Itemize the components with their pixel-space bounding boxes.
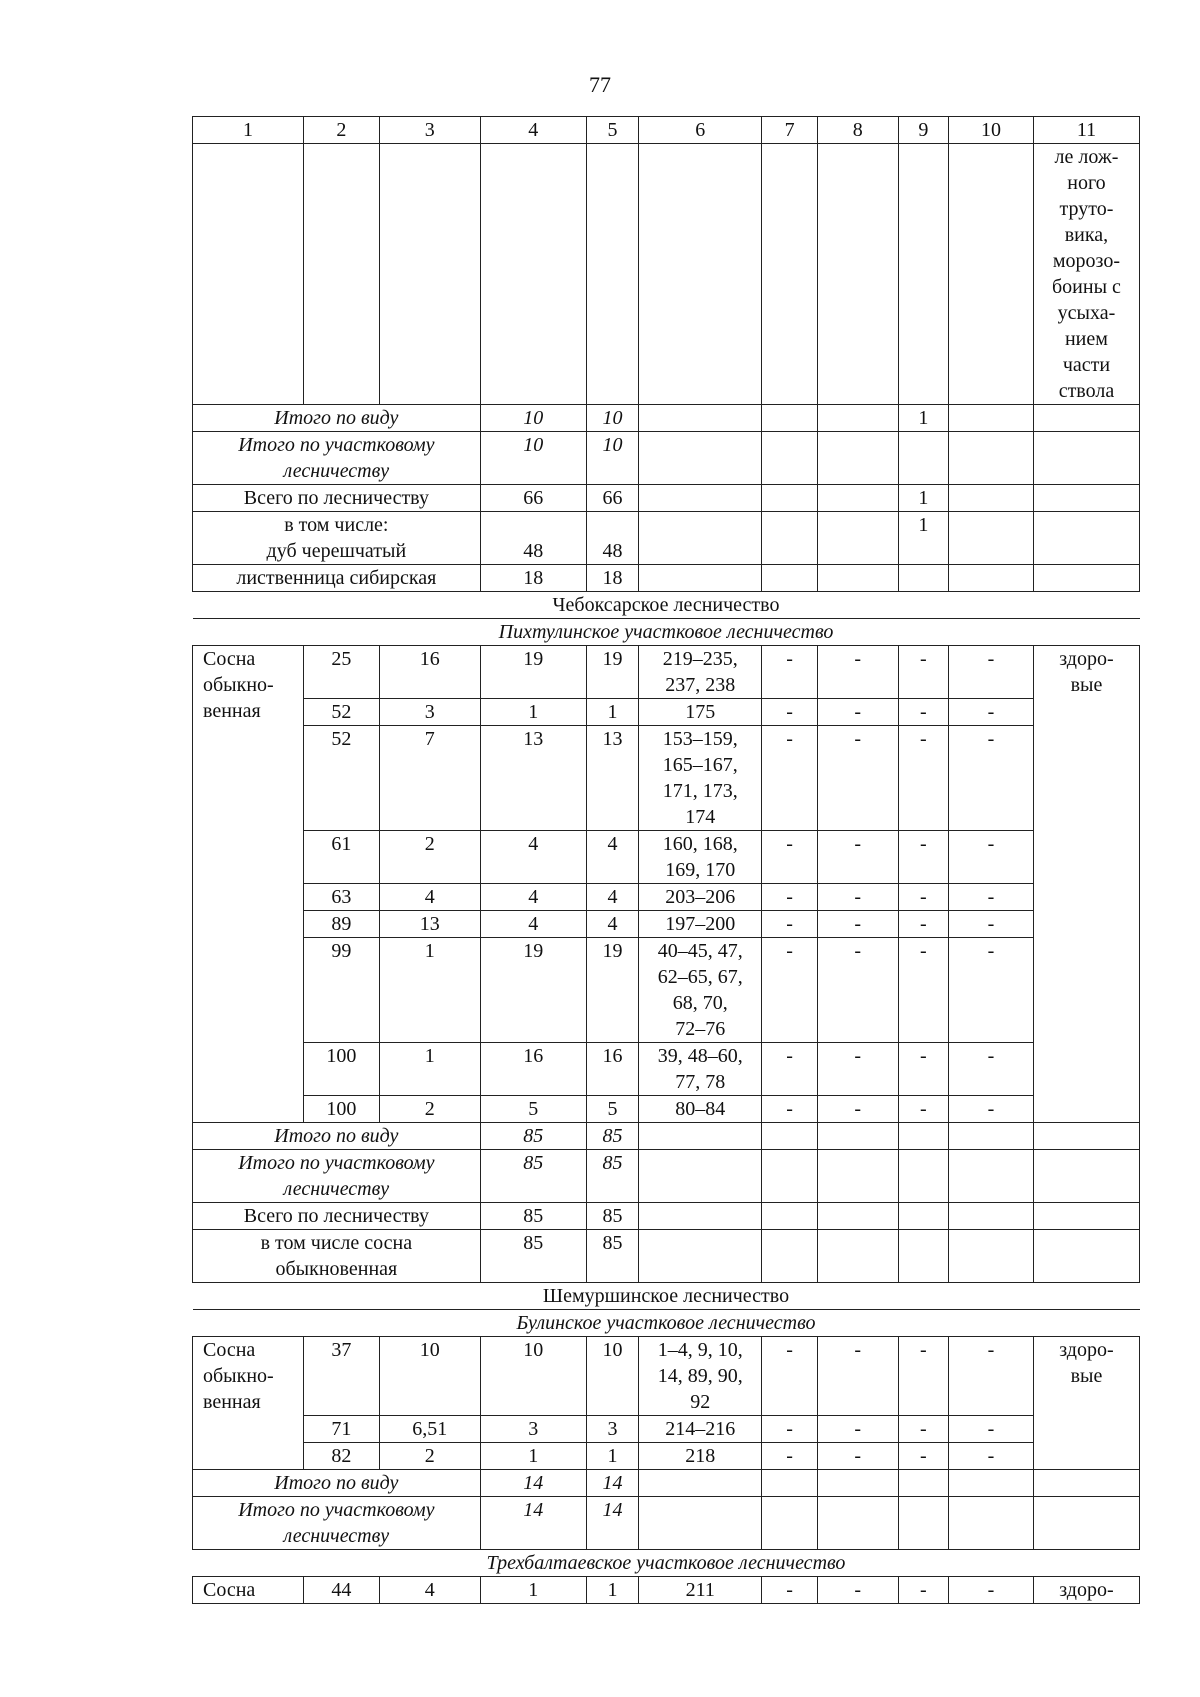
table-row: Сосна обыкно- венная 37 10 10 10 1–4, 9, 10, 14, 89, 90, 92 - - - - здоро- вые bbox=[193, 1337, 1140, 1416]
column-header: 11 bbox=[1033, 117, 1139, 144]
species-cell: Сосна bbox=[193, 1577, 304, 1604]
total-row: Итого по виду 85 85 bbox=[193, 1123, 1140, 1150]
total-row: в том числе: дуб черешчатый 48 48 1 bbox=[193, 512, 1140, 565]
table-row: 99 1 19 19 40–45, 47, 62–65, 67, 68, 70, 72–76 - - - - bbox=[193, 938, 1140, 1043]
table-row: 71 6,51 3 3 214–216 - - - - bbox=[193, 1416, 1140, 1443]
total-label: Всего по лесничеству bbox=[193, 1203, 481, 1230]
subsection-title: Булинское участковое лесничество bbox=[193, 1310, 1140, 1337]
table-row: Сосна обыкно- венная 25 16 19 19 219–235, 237, 238 - - - - здоро- вые bbox=[193, 646, 1140, 699]
continuation-row bbox=[193, 144, 1140, 405]
total-label: в том числе сосна обыкновенная bbox=[193, 1230, 481, 1283]
table-row: 82 2 1 1 218 - - - - bbox=[193, 1443, 1140, 1470]
forest-table bbox=[192, 116, 1140, 1604]
total-label: Итого по участковому лесничеству bbox=[193, 432, 481, 485]
total-label: Итого по виду bbox=[193, 1470, 481, 1497]
total-row: Всего по лесничеству 66 66 1 bbox=[193, 485, 1140, 512]
total-row: Итого по участковому лесничеству 14 14 bbox=[193, 1497, 1140, 1550]
table-row: 63 4 4 4 203–206 - - - - bbox=[193, 884, 1140, 911]
species-cell: Сосна обыкно- венная bbox=[193, 1337, 304, 1470]
table-row: 89 13 4 4 197–200 - - - - bbox=[193, 911, 1140, 938]
column-header: 8 bbox=[817, 117, 898, 144]
total-row: Итого по участковому лесничеству 85 85 bbox=[193, 1150, 1140, 1203]
total-label: Итого по участковому лесничеству bbox=[193, 1497, 481, 1550]
total-label: в том числе: дуб черешчатый bbox=[193, 512, 481, 565]
total-label: Итого по виду bbox=[193, 1123, 481, 1150]
column-header: 6 bbox=[639, 117, 762, 144]
column-header: 5 bbox=[586, 117, 638, 144]
cell-note: ле лож- ного труто- вика, морозо- боины с усыха- нием части ствола bbox=[1033, 144, 1139, 405]
column-header: 3 bbox=[379, 117, 480, 144]
column-header: 10 bbox=[949, 117, 1034, 144]
table-row: 100 1 16 16 39, 48–60, 77, 78 - - - - bbox=[193, 1043, 1140, 1096]
table-row: 100 2 5 5 80–84 - - - - bbox=[193, 1096, 1140, 1123]
total-label: лиственница сибирская bbox=[193, 565, 481, 592]
column-header: 9 bbox=[898, 117, 948, 144]
column-header: 7 bbox=[762, 117, 818, 144]
total-row: Итого по виду 10 10 1 bbox=[193, 405, 1140, 432]
header-row bbox=[193, 117, 1140, 144]
total-label: Всего по лесничеству bbox=[193, 485, 481, 512]
state-cell: здоро- bbox=[1033, 1577, 1139, 1604]
species-cell: Сосна обыкно- венная bbox=[193, 646, 304, 1123]
state-cell: здоро- вые bbox=[1033, 646, 1139, 1123]
subsection-title: Трехбалтаевское участковое лесничество bbox=[193, 1550, 1140, 1577]
total-label: Итого по участковому лесничеству bbox=[193, 1150, 481, 1203]
total-row: в том числе сосна обыкновенная 85 85 bbox=[193, 1230, 1140, 1283]
table-row: 52 3 1 1 175 - - - - bbox=[193, 699, 1140, 726]
table-row: 61 2 4 4 160, 168, 169, 170 - - - - bbox=[193, 831, 1140, 884]
total-row: Итого по виду 14 14 bbox=[193, 1470, 1140, 1497]
total-row: Итого по участковому лесничеству 10 10 bbox=[193, 432, 1140, 485]
section-title: Шемуршинское лесничество bbox=[193, 1283, 1140, 1310]
page-number: 77 bbox=[589, 72, 611, 97]
total-label: Итого по виду bbox=[193, 405, 481, 432]
total-row: Всего по лесничеству 85 85 bbox=[193, 1203, 1140, 1230]
state-cell: здоро- вые bbox=[1033, 1337, 1139, 1470]
column-header: 2 bbox=[304, 117, 380, 144]
column-header: 4 bbox=[480, 117, 586, 144]
column-header: 1 bbox=[193, 117, 304, 144]
section-title: Чебоксарское лесничество bbox=[193, 592, 1140, 619]
subsection-title: Пихтулинское участковое лесничество bbox=[193, 619, 1140, 646]
table-row: 52 7 13 13 153–159, 165–167, 171, 173, 174 - - - - bbox=[193, 726, 1140, 831]
table-row: Сосна 44 4 1 1 211 - - - - здоро- bbox=[193, 1577, 1140, 1604]
total-row: лиственница сибирская 18 18 bbox=[193, 565, 1140, 592]
